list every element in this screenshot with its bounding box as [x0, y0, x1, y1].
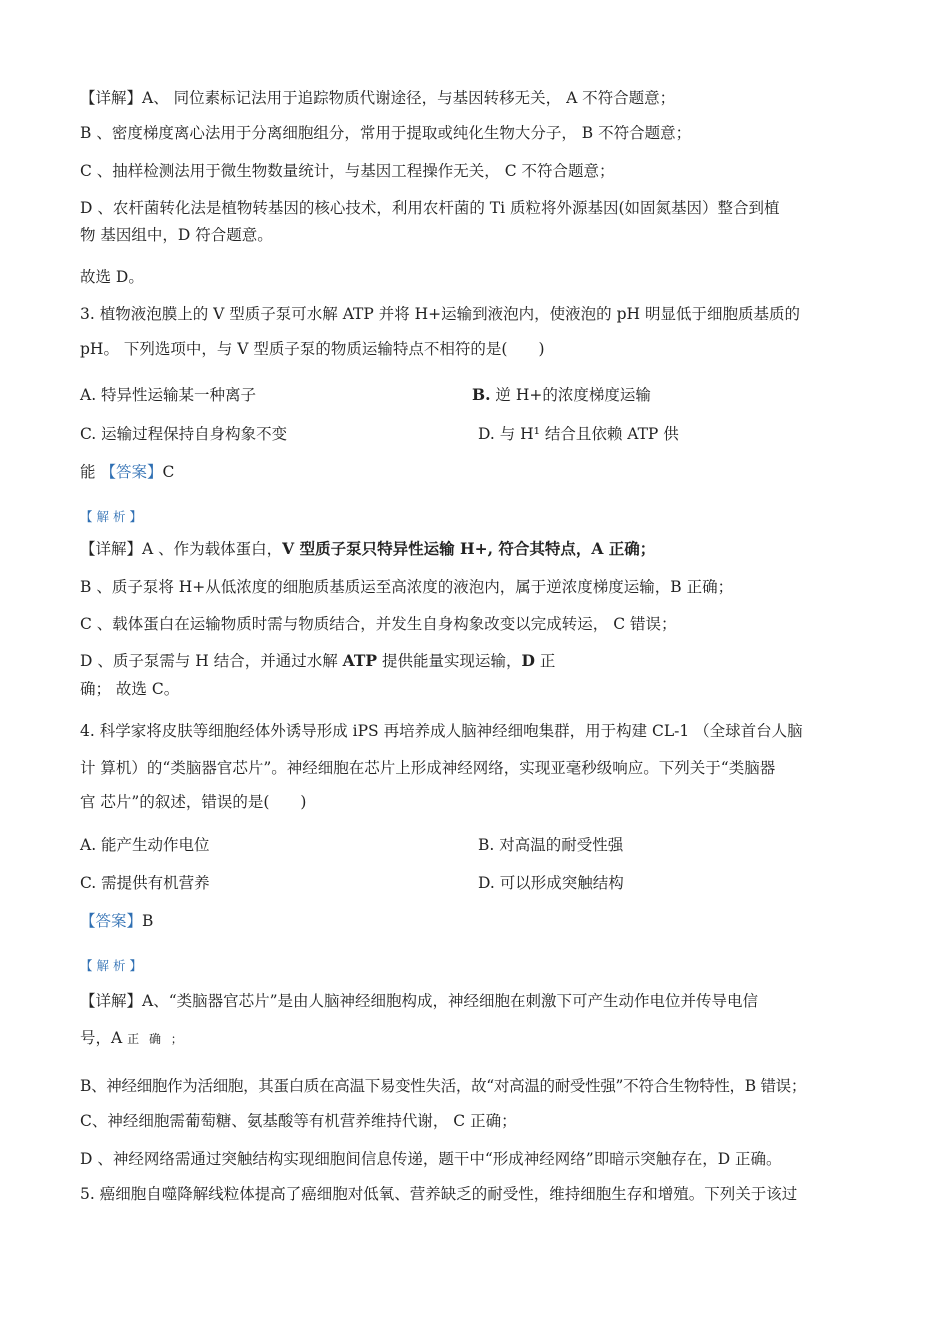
q4-detail-a-line2: 号，A 正 确 ；	[80, 1029, 186, 1047]
q4-stem-line3: 官 芯片”的叙述，错误的是( )	[80, 793, 307, 811]
q2-detail-d-line2: 物 基因组中，D 符合题意。	[80, 226, 273, 244]
q2-detail-a: 【详解】A、 同位素标记法用于追踪物质代谢途径，与基因转移无关， A 不符合题意；	[80, 89, 676, 107]
q3-stem-line1: 3. 植物液泡膜上的 V 型质子泵可水解 ATP 并将 H+运输到液泡内，使液泡的 pH 明显低于细胞质基质的	[80, 305, 800, 323]
q4-option-b: B. 对高温的耐受性强	[478, 836, 624, 854]
q3-option-b: B. 逆 H+的浓度梯度运输	[472, 385, 651, 404]
q3-detail-b: B 、质子泵将 H+从低浓度的细胞质基质运至高浓度的液泡内，属于逆浓度梯度运输，B 正确；	[80, 578, 734, 596]
q4-answer: 【答案】B	[80, 912, 154, 930]
q3-option-c: C. 运输过程保持自身构象不变	[80, 425, 288, 443]
q3-option-a: A. 特异性运输某一种离子	[80, 386, 257, 404]
q3-detail-d-line2: 确； 故选 C。	[80, 680, 180, 698]
q4-option-d: D. 可以形成突触结构	[478, 874, 624, 892]
q3-detail-d-line1: D 、质子泵需与 H 结合，并通过水解 ATP 提供能量实现运输，D 正	[80, 651, 556, 670]
q4-detail-a-line1: 【详解】A、“类脑器官芯片”是由人脑神经细胞构成，神经细胞在刺激下可产生动作电位并传导电信	[80, 992, 759, 1010]
q4-analysis-label: 【解析】	[80, 958, 147, 973]
q2-detail-b: B 、密度梯度离心法用于分离细胞组分，常用于提取或纯化生物大分子， B 不符合题意；	[80, 124, 692, 142]
answer-label: 【答案】	[80, 912, 143, 930]
detail-tag: 【详解】	[80, 89, 143, 107]
q3-answer: 能 【答案】C	[80, 463, 175, 481]
q2-detail-d-line1: D 、农杆菌转化法是植物转基因的核心技术，利用农杆菌的 Ti 质粒将外源基因(如固氮基因）整合到植	[80, 199, 780, 217]
q4-stem-line1: 4. 科学家将皮肤等细胞经体外诱导形成 iPS 再培养成人脑神经细咆集群，用于构建 CL-1 （全球首台人脑	[80, 722, 803, 740]
q3-detail-a: 【详解】A 、作为载体蛋白，V 型质子泵只特异性运输 H+, 符合其特点，A 正确；	[80, 539, 656, 558]
q4-option-c: C. 需提供有机营养	[80, 874, 210, 892]
q2-detail-c: C 、抽样检测法用于微生物数量统计，与基因工程操作无关， C 不符合题意；	[80, 162, 615, 180]
q4-detail-b: B、神经细胞作为活细胞，其蛋白质在高温下易变性失活，故“对高温的耐受性强”不符合生物特性，B 错误；	[80, 1077, 807, 1095]
q5-stem-line1: 5. 癌细胞自噬降解线粒体提高了癌细胞对低氧、营养缺乏的耐受性，维持细胞生存和增殖。下列关于该过	[80, 1185, 798, 1203]
answer-label: 【答案】	[100, 463, 163, 481]
q3-detail-c: C 、载体蛋白在运输物质时需与物质结合，并发生自身构象改变以完成转运， C 错误；	[80, 615, 677, 633]
q4-stem-line2: 计 算机）的“类脑器官芯片”。神经细胞在芯片上形成神经网络，实现亚毫秒级响应。下列关于“类脑器	[80, 759, 776, 777]
q3-stem-line2: pH。 下列选项中，与 V 型质子泵的物质运输特点不相符的是( )	[80, 340, 545, 358]
q3-option-d: D. 与 H¹ 结合且依赖 ATP 供	[478, 425, 679, 443]
q4-detail-c: C、神经细胞需葡萄糖、氨基酸等有机营养维持代谢， C 正确；	[80, 1112, 517, 1130]
q3-analysis-label: 【解析】	[80, 509, 147, 524]
q4-detail-d: D 、神经网络需通过突触结构实现细胞间信息传递，题干中“形成神经网络”即暗示突触存在，D 正确。	[80, 1150, 782, 1168]
q2-conclusion: 故选 D。	[80, 268, 144, 286]
q4-option-a: A. 能产生动作电位	[80, 836, 210, 854]
